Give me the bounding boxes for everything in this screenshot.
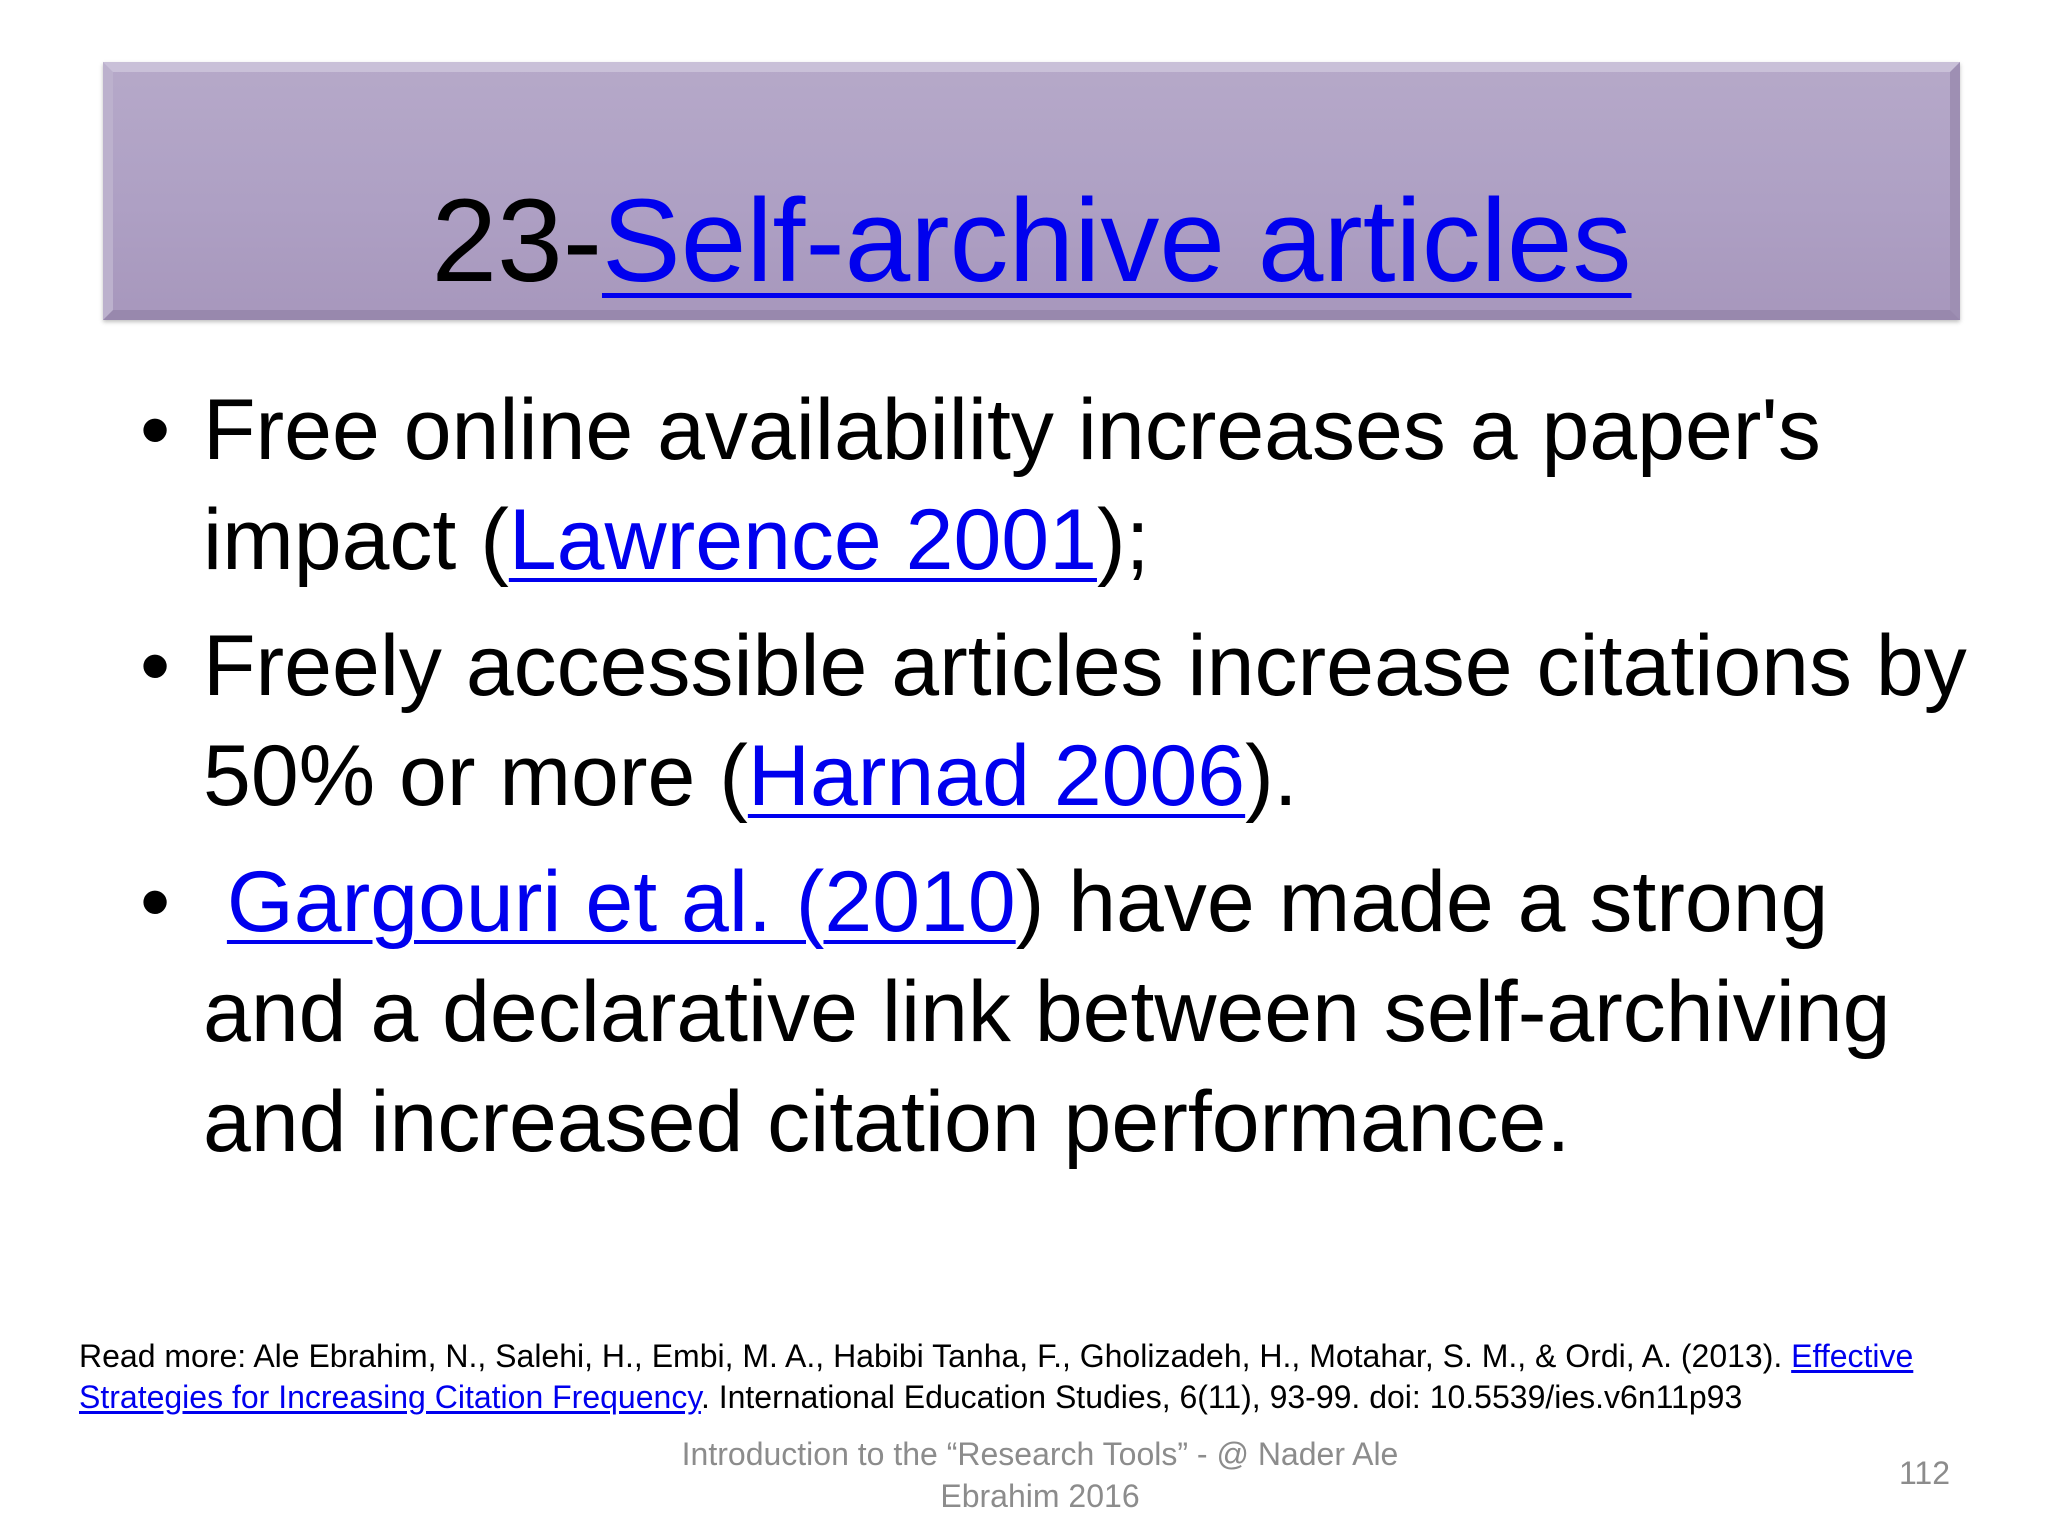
citation-link-lawrence[interactable]: Lawrence 2001: [508, 492, 1097, 588]
bullet-item: [125, 611, 1985, 831]
bullet-dot: •: [139, 618, 171, 714]
bullet-text-before: Freely accessible articles increase citations by 50% or more (: [203, 618, 1967, 824]
bullet-dot: •: [139, 382, 171, 478]
read-more-link[interactable]: Effective Strategies for Increasing Citation Frequency: [79, 1338, 1914, 1415]
slide-number: 112: [1898, 1455, 1950, 1491]
bullet-text-after: );: [1096, 492, 1150, 588]
read-more-prefix: Read more: Ale Ebrahim, N., Salehi, H., Embi, M. A., Habibi Tanha, F., Gholizadeh, H., Motahar, S. M., & Ordi, A. (2013).: [79, 1338, 1792, 1374]
title-link[interactable]: Self-archive articles: [601, 175, 1632, 307]
read-more-suffix: . International Education Studies, 6(11), 93-99. doi: 10.5539/ies.v6n11p93: [700, 1379, 1743, 1415]
bullet-item: [125, 375, 1985, 595]
bullet-text: [203, 375, 1985, 595]
bullet-text-before: [203, 854, 227, 950]
slide-footer: Introduction to the “Research Tools” - @ Nader Ale Ebrahim 2016: [681, 1436, 1399, 1514]
bullet-item: [125, 847, 1985, 1177]
bullet-text: [203, 847, 1985, 1177]
bullet-text: [203, 611, 1985, 831]
bullet-text-after: ) have made a strong and a declarative link between self-archiving and increased citation performance.: [203, 854, 1891, 1170]
bullet-text-after: ).: [1245, 728, 1298, 824]
slide-title: [103, 175, 1960, 307]
bullet-list: [125, 375, 1985, 1193]
title-banner: [103, 62, 1960, 320]
citation-link-harnad[interactable]: Harnad 2006: [747, 728, 1246, 824]
read-more-reference: [79, 1336, 1979, 1418]
citation-link-gargouri[interactable]: Gargouri et al. (2010: [226, 854, 1016, 950]
title-number: 23-: [431, 175, 602, 307]
bullet-dot: •: [139, 854, 171, 950]
bullet-text-before: Free online availability increases a paper's impact (: [203, 382, 1821, 588]
